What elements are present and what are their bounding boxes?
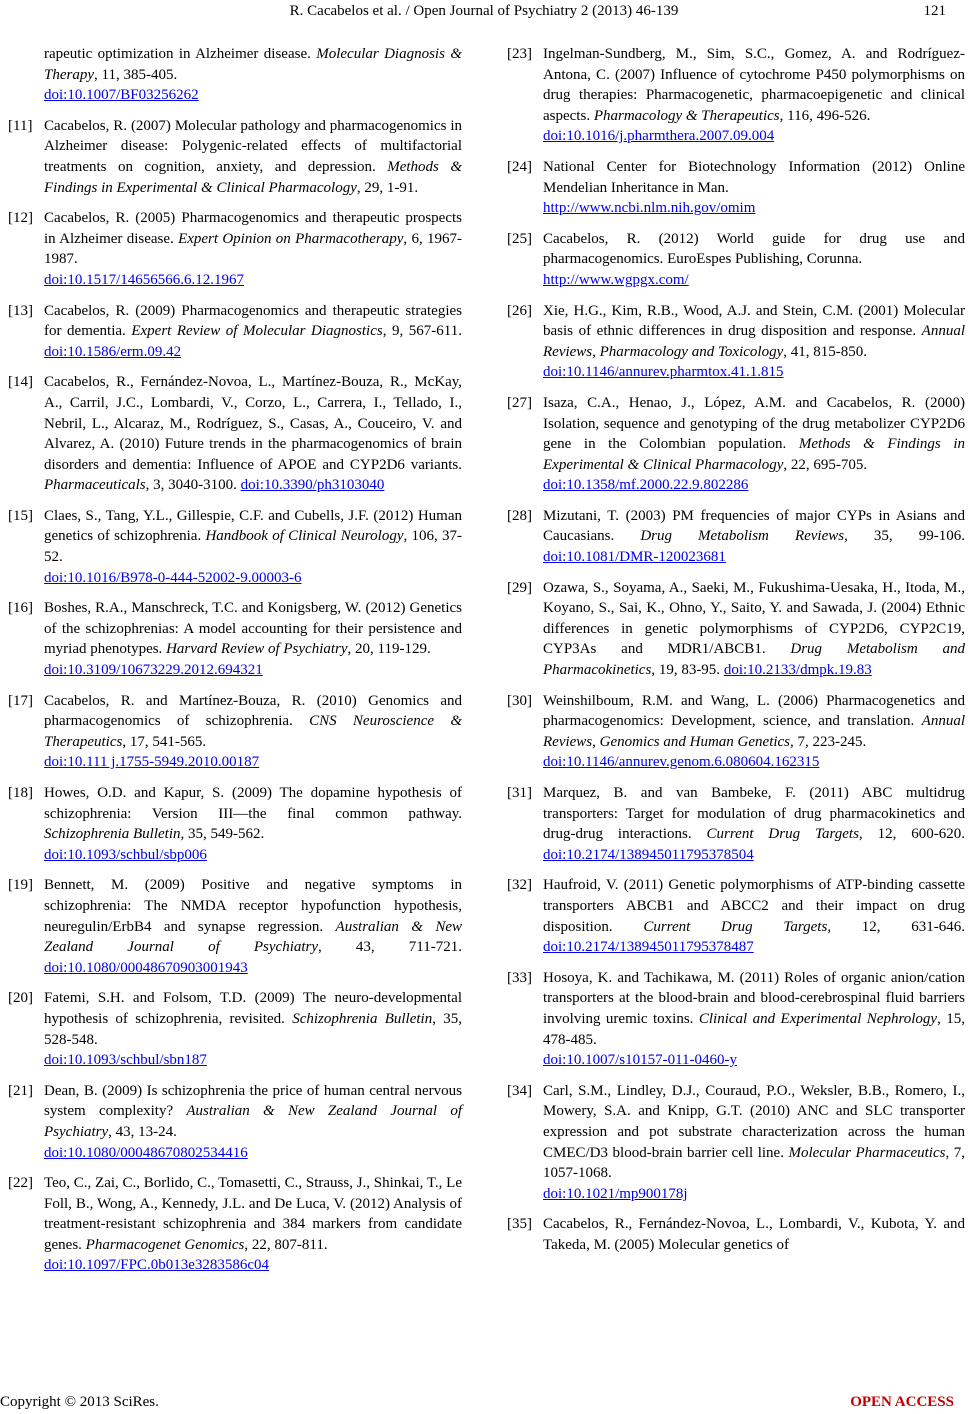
ref-journal: Pharmacology & Therapeutics (593, 107, 780, 124)
ref-number: [35] (507, 1216, 532, 1233)
ref-rest: , 7, 223-245. (790, 733, 867, 750)
reference-item (8, 691, 462, 773)
reference-item (507, 1081, 965, 1205)
ref-doi-link[interactable]: doi:10.3390/ph3103040 (240, 477, 385, 494)
reference-item (8, 208, 462, 290)
ref-doi-link[interactable]: doi:10.1080/00048670802534416 (44, 1144, 248, 1161)
reference-item (8, 598, 462, 680)
running-header (0, 0, 968, 22)
reference-item (507, 506, 965, 568)
ref-number: [21] (8, 1082, 33, 1099)
reference-item (507, 968, 965, 1071)
ref-rest: , 22, 695-705. (783, 456, 868, 473)
header-title: R. Cacabelos et al. / Open Journal of Psychiatry 2 (2013) 46-139 (289, 3, 679, 19)
reference-item (507, 44, 965, 147)
ref-number: [23] (507, 46, 532, 62)
ref-number: [34] (507, 1082, 532, 1099)
ref-body (543, 393, 965, 496)
ref-rest: , 19, 83-95. (651, 662, 724, 679)
ref-text: Cacabelos, R. and Martínez-Bouza, R. (2010) Genomics and pharmacogenomics of schizophrenia. (44, 692, 462, 730)
ref-journal: CNS Neuroscience & Therapeutics (44, 713, 462, 750)
ref-doi-link[interactable]: doi:10.1080/00048670903001943 (44, 959, 248, 976)
ref-number: [13] (8, 302, 33, 319)
ref-rest: , 35, 549-562. (180, 826, 265, 843)
ref-rest: , 12, 631-646. (827, 918, 966, 935)
ref-text: Teo, C., Zai, C., Borlido, C., Tomasetti, C., Strauss, J., Shinkai, T., Le Foll, B., Wong, A., Kennedy, J.L. and De Luca, V. (2012) Analysis of treatment-resistant schizophrenia and 384 markers from candidate genes. (44, 1175, 462, 1253)
ref-text: Marquez, B. and van Bambeke, F. (2011) ABC multidrug transporters: Target for modulation of drug pharmacokinetics and drug-drug interactions. (543, 785, 965, 843)
ref-text: Mizutani, T. (2003) PM frequencies of major CYPs in Asians and Caucasians. (543, 507, 965, 545)
ref-doi-link[interactable]: doi:10.1146/annurev.genom.6.080604.162315 (543, 754, 820, 771)
ref-text: Ozawa, S., Soyama, A., Saeki, M., Fukushima-Uesaka, H., Itoda, M., Koyano, S., Sai, K., Ohno, Y., Saito, Y. and Sawada, J. (2004) Ethnic differences in genetic polymorphisms of CYP2D6, CYP2C19, CYP3As and MDR1/ABCB1. (543, 579, 965, 658)
ref-number: [19] (8, 877, 33, 894)
ref-journal: Drug Metabolism Reviews (640, 528, 845, 545)
ref-doi-link[interactable]: doi:10.1021/mp900178j (543, 1185, 688, 1202)
ref-journal: Schizophrenia Bulletin (44, 826, 181, 843)
ref-body (543, 301, 965, 383)
ref-body (543, 968, 965, 1071)
ref-doi-link[interactable]: doi:10.1093/schbul/sbp006 (44, 846, 207, 863)
reference-item (507, 157, 965, 219)
ref-rest: , 35, 528-548. (44, 1010, 462, 1048)
ref-number: [17] (8, 692, 33, 709)
ref-doi-link[interactable]: doi:10.1358/mf.2000.22.9.802286 (543, 477, 749, 494)
reference-item (8, 875, 462, 978)
ref-journal: Pharmacogenet Genomics (85, 1236, 245, 1253)
ref-body (543, 1081, 965, 1205)
ref-text: Fatemi, S.H. and Folsom, T.D. (2009) The neuro-developmental hypothesis of schizophrenia, revisited. (44, 990, 462, 1027)
ref-rest: , 7, 1057-1068. (543, 1144, 966, 1182)
ref-body (543, 1214, 965, 1255)
ref-number: [28] (507, 507, 532, 524)
reference-item (8, 116, 462, 198)
ref-number: [16] (8, 600, 33, 617)
reference-item (8, 988, 462, 1070)
ref-journal: Schizophrenia Bulletin (292, 1010, 433, 1027)
ref-number: [29] (507, 579, 532, 596)
right-reference-list (507, 44, 965, 1255)
ref-doi-link[interactable]: doi:10.1586/erm.09.42 (44, 343, 182, 360)
ref-text: Cacabelos, R. (2009) Pharmacogenomics and therapeutic strategies for dementia. (44, 302, 462, 340)
ref-doi-link[interactable]: doi:10.1007/s10157-011-0460-y (543, 1052, 738, 1069)
ref-doi-link[interactable]: doi:10.2133/dmpk.19.83 (723, 662, 872, 679)
ref-body (543, 783, 965, 865)
ref-rest: , 12, 600-620. (858, 826, 966, 843)
ref-doi-link[interactable]: doi:10.1081/DMR-120023681 (543, 549, 726, 566)
ref-number: [18] (8, 785, 33, 801)
ref-number: [12] (8, 210, 33, 227)
reference-item (507, 691, 965, 773)
ref-body (44, 506, 462, 588)
ref-journal: Current Drug Targets (643, 918, 828, 935)
left-reference-list (8, 116, 462, 1276)
ref-number: [22] (8, 1175, 33, 1192)
ref-body (543, 875, 965, 957)
ref-journal: Drug Metabolism and Pharmacokinetics (543, 641, 965, 679)
ref-rest: , 3, 3040-3100. (145, 477, 241, 494)
ref-number: [11] (8, 117, 33, 134)
ref-text: Boshes, R.A., Manschreck, T.C. and Konigsberg, W. (2012) Genetics of the schizophrenias: A model accounting for their persistence and myriad phenotypes. (44, 600, 462, 658)
ref-text: Bennett, M. (2009) Positive and negative symptoms in schizophrenia: The NMDA receptor hypofunction hypothesis, neuregulin/ErbB4 and synapse regression. (44, 877, 462, 935)
ref-body (44, 1173, 462, 1276)
ref-body (543, 44, 965, 147)
ref-text: Cacabelos, R. (2005) Pharmacogenomics and therapeutic prospects in Alzheimer disease. (44, 210, 462, 247)
ref-number: [26] (507, 302, 532, 319)
reference-item (8, 1173, 462, 1276)
ref-body (44, 783, 462, 865)
ref-doi-link[interactable]: http://www.ncbi.nlm.nih.gov/omim (543, 200, 756, 217)
ref-number: [25] (507, 230, 532, 247)
ref-doi-link[interactable]: doi:10.1007/BF03256262 (44, 87, 199, 104)
ref-journal: Annual Reviews, Genomics and Human Genetics (543, 713, 965, 750)
ref-rest: , 116, 496-526. (779, 107, 871, 124)
ref-body (543, 578, 965, 681)
ref-doi-link[interactable]: doi:10.111 j.1755-5949.2010.00187 (44, 754, 260, 771)
ref-text: Cacabelos, R. (2007) Molecular pathology and pharmacogenomics in Alzheimer disease: Polygenic-related effects of multifactorial treatments on cognition, anxiety, and depression. (44, 117, 462, 175)
ref-rest: , 15, 478-485. (543, 1010, 965, 1048)
ref-doi-link[interactable]: doi:10.1016/j.pharmthera.2007.09.004 (543, 128, 775, 145)
reference-item (507, 783, 965, 865)
ref-rest: , 6, 1967-1987. (44, 230, 462, 268)
ref-number: [27] (507, 394, 532, 411)
ref-doi-link[interactable]: doi:10.1093/schbul/sbn187 (44, 1052, 207, 1069)
ref-journal: Pharmaceuticals (44, 477, 146, 494)
copyright: Copyright © 2013 SciRes. (0, 1394, 159, 1410)
ref-text: Howes, O.D. and Kapur, S. (2009) The dopamine hypothesis of schizophrenia: Version III—the final common pathway. (44, 785, 462, 822)
ref-body (44, 1081, 462, 1163)
ref-journal: Molecular Pharmaceutics (788, 1144, 946, 1161)
page-number: 121 (923, 3, 946, 19)
ref-text: Haufroid, V. (2011) Genetic polymorphisms of ATP-binding cassette transporters ABCB1 and ABCC2 and their impact on drug disposition. (543, 877, 965, 935)
ref-text: Cacabelos, R., Fernández-Novoa, L., Lombardi, V., Kubota, Y. and Takeda, M. (2005) Molecular genetics of (543, 1216, 965, 1253)
ref-body (44, 301, 462, 363)
ref-rest: , 43, 13-24. (108, 1123, 177, 1140)
ref-journal: Clinical and Experimental Nephrology (698, 1010, 938, 1027)
ref-journal: Expert Review of Molecular Diagnostics (131, 323, 383, 340)
reference-continuation (8, 44, 462, 106)
ref-number: [32] (507, 877, 532, 894)
ref-doi-link[interactable]: doi:10.1517/14656566.6.12.1967 (44, 271, 245, 288)
ref-rest: , 22, 807-811. (244, 1236, 328, 1253)
ref-doi-link[interactable]: doi:10.1016/B978-0-444-52002-9.00003-6 (44, 569, 302, 586)
ref-doi-link[interactable]: doi:10.1097/FPC.0b013e3283586c04 (44, 1257, 270, 1274)
ref-number: [14] (8, 374, 33, 391)
ref-doi-link[interactable]: doi:10.3109/10673229.2012.694321 (44, 662, 263, 679)
ref-body (44, 208, 462, 290)
ref-text: Hosoya, K. and Tachikawa, M. (2011) Roles of organic anion/cation transporters at the blood-brain and blood-cerebrospinal fluid barriers involving uremic toxins. (543, 969, 965, 1027)
ref-body (44, 116, 462, 198)
ref-doi-link[interactable]: doi:10.2174/138945011795378504 (543, 846, 754, 863)
ref-rest: , 35, 99-106. (844, 528, 966, 545)
ref-doi-link[interactable]: doi:10.1146/annurev.pharmtox.41.1.815 (543, 364, 784, 381)
ref-doi-link[interactable]: doi:10.2174/138945011795378487 (543, 939, 754, 956)
ref-journal: Molecular Diagnosis & Therapy (44, 46, 462, 83)
ref-journal: Expert Opinion on Pharmacotherapy (178, 230, 404, 247)
ref-rest: , 17, 541-565. (122, 733, 207, 750)
open-access-label: OPEN ACCESS (850, 1394, 954, 1410)
ref-number: [20] (8, 990, 33, 1007)
ref-body (543, 229, 965, 291)
ref-text: Claes, S., Tang, Y.L., Gillespie, C.F. and Cubells, J.F. (2012) Human genetics of schizophrenia. (44, 507, 462, 545)
ref-journal: Annual Reviews, Pharmacology and Toxicology (543, 323, 965, 360)
ref-body (543, 506, 965, 568)
ref-journal: Current Drug Targets (706, 826, 859, 843)
ref-text: Ingelman-Sundberg, M., Sim, S.C., Gomez, A. and Rodríguez-Antona, C. (2007) Influence of cytochrome P450 polymorphisms on drug therapies: Pharmacogenetic, pharmacoepigenetic and clinical aspects. (543, 46, 965, 124)
ref-journal: Harvard Review of Psychiatry (166, 641, 348, 658)
reference-item (507, 875, 965, 957)
ref-body (44, 988, 462, 1070)
reference-item (507, 301, 965, 383)
ref-journal: Methods & Findings in Experimental & Clinical Pharmacology (44, 158, 462, 196)
ref-rest: , 11, 385-405. (94, 66, 178, 83)
ref-body (44, 691, 462, 773)
reference-item (8, 783, 462, 865)
ref-text: Carl, S.M., Lindley, D.J., Couraud, P.O., Weksler, B.B., Romero, I., Mowery, S.A. and Knipp, G.T. (2010) ANC and SLC transporter expression and pot substrate characterization across the human CMEC/D3 blood-brain barrier cell line. (543, 1082, 965, 1161)
ref-text: Weinshilboum, R.M. and Wang, L. (2006) Pharmacogenetics and pharmacogenomics: Development, science, and translation. (543, 692, 965, 730)
ref-journal: Australian & New Zealand Journal of Psychiatry (44, 1103, 462, 1140)
ref-number: [31] (507, 785, 532, 801)
left-column (8, 44, 462, 1286)
ref-rest: , 43, 711-721. (318, 939, 462, 956)
ref-body (543, 157, 965, 219)
ref-text: Cacabelos, R. (2012) World guide for drug use and pharmacogenomics. EuroEspes Publishing, Corunna. (543, 230, 965, 268)
right-column (507, 44, 965, 1265)
ref-text: Xie, H.G., Kim, R.B., Wood, A.J. and Stein, C.M. (2001) Molecular basis of ethnic differences in drug disposition and response. (543, 302, 965, 340)
ref-body (44, 598, 462, 680)
reference-item (507, 578, 965, 681)
ref-number: [24] (507, 158, 532, 175)
ref-doi-link[interactable]: http://www.wgpgx.com/ (543, 271, 689, 288)
ref-body (44, 875, 462, 978)
reference-item (8, 1081, 462, 1163)
ref-body (44, 372, 462, 496)
ref-rest: , 9, 567-611. (382, 323, 462, 340)
ref-text: Isaza, C.A., Henao, J., López, A.M. and Cacabelos, R. (2000) Isolation, sequence and genotyping of the drug metabolizer CYP2D6 gene in the Colombian population. (543, 394, 965, 453)
ref-text: National Center for Biotechnology Information (2012) Online Mendelian Inheritance in Man. (543, 158, 965, 196)
ref-journal: Handbook of Clinical Neurology (205, 528, 404, 545)
ref-rest: , 29, 1-91. (356, 179, 419, 196)
ref-number: [15] (8, 507, 33, 524)
ref-body (543, 691, 965, 773)
ref-journal: Methods & Findings in Experimental & Clinical Pharmacology (543, 436, 965, 473)
ref-text: rapeutic optimization in Alzheimer disease. (44, 46, 317, 62)
ref-rest: , 41, 815-850. (783, 343, 867, 360)
reference-item (8, 372, 462, 496)
ref-journal: Australian & New Zealand Journal of Psychiatry (44, 918, 462, 956)
ref-rest: , 106, 37-52. (44, 528, 462, 566)
reference-item (507, 393, 965, 496)
ref-text: Dean, B. (2009) Is schizophrenia the price of human central nervous system complexity? (44, 1082, 462, 1120)
ref-number: [33] (507, 969, 532, 986)
ref-number: [30] (507, 692, 532, 709)
reference-item (8, 506, 462, 588)
ref-text: Cacabelos, R., Fernández-Novoa, L., Martínez-Bouza, R., McKay, A., Carril, J.C., Lombardi, V., Corzo, L., Carrera, I., Tellado, I., Nebril, L., Alcaraz, M., Rodríguez, S., Casas, A., Couceiro, V. and Alvarez, A. (2010) Future trends in the pharmacogenomics of brain disorders and dementia: Influence of APOE and CYP2D6 variants. (44, 374, 462, 473)
reference-item (507, 229, 965, 291)
reference-item (8, 301, 462, 363)
reference-item (507, 1214, 965, 1255)
ref-rest: , 20, 119-129. (347, 641, 431, 658)
